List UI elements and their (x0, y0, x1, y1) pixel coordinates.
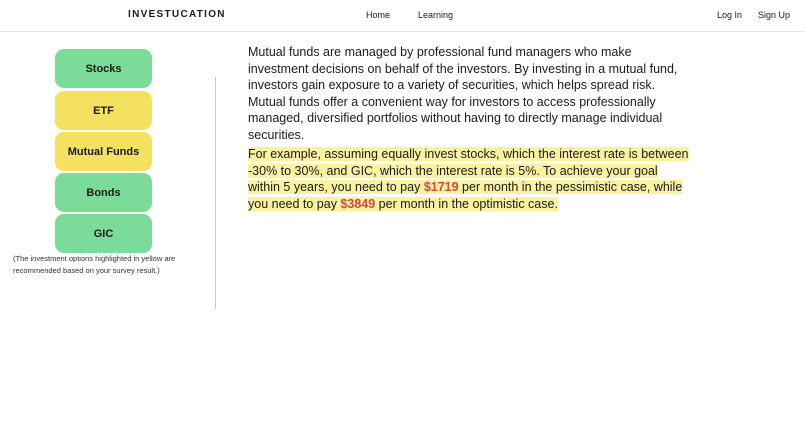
pessimistic-amount: $1719 (423, 180, 459, 194)
recommendation-note: (The investment options highlighted in yellow are recommended based on your survey result.) (13, 254, 176, 275)
nav-item-home[interactable]: Home (366, 10, 391, 20)
main-nav (366, 10, 453, 20)
nav-item-learning[interactable]: Learning (418, 10, 454, 20)
option-button-mutual-funds[interactable]: Mutual Funds (55, 132, 152, 171)
description-panel (248, 44, 692, 212)
investment-options-panel (0, 32, 216, 275)
brand-logo[interactable]: INVESTUCATION (128, 9, 226, 20)
signup-link[interactable]: Sign Up (757, 10, 790, 20)
login-link[interactable]: Log In (716, 10, 742, 20)
top-navbar (0, 0, 806, 32)
vertical-divider (215, 77, 216, 309)
option-button-etf[interactable]: ETF (55, 91, 152, 130)
option-button-gic[interactable]: GIC (55, 214, 152, 253)
mutual-funds-description: Mutual funds are managed by professional fund managers who make investment decisions on behalf of the investors. By investing in a mutual fund, investors gain exposure to a variety of securities, which helps spread risk. Mutual funds offer a convenient way for investors to access professionally managed, diversified portfolios without having to directly manage individual securities. (248, 45, 678, 142)
option-button-stocks[interactable]: Stocks (55, 49, 152, 88)
example-text-part-1: For example, assuming equally invest stocks, which the interest rate is between -30% to 30%, and GIC, which the interest rate is 5%. To achieve your goal within 5 years, you need to pay (248, 147, 689, 194)
example-text-part-3: per month in the optimistic case. (375, 196, 558, 211)
auth-nav (717, 10, 790, 20)
optimistic-amount: $3849 (340, 196, 376, 211)
option-button-bonds[interactable]: Bonds (55, 173, 152, 212)
example-text-part-2: per month in the pessimistic case, while you need to pay (248, 180, 683, 211)
content-area (0, 32, 806, 448)
example-calculation (248, 146, 692, 212)
